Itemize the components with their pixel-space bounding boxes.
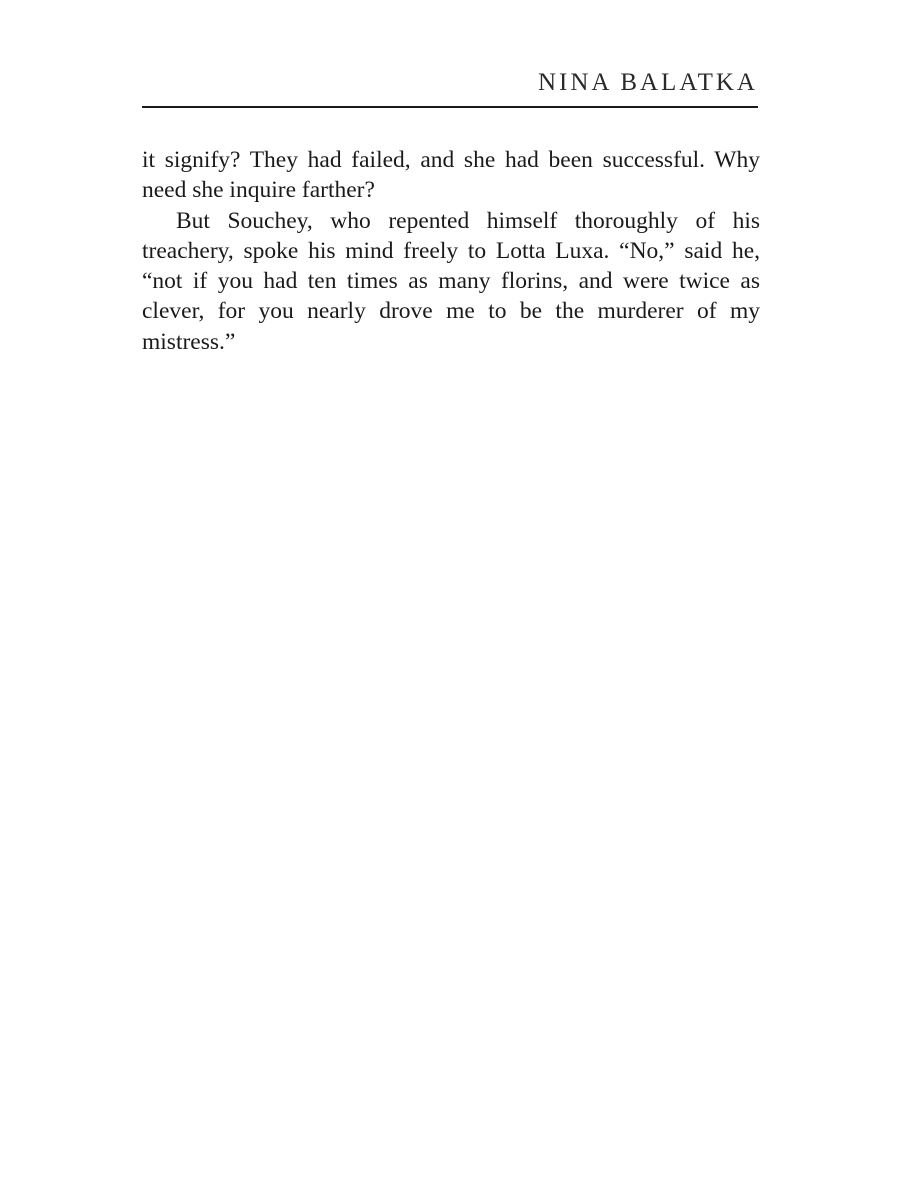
- body-text: [142, 145, 760, 357]
- header-rule: [142, 106, 758, 108]
- paragraph: But Souchey, who repented himself thoroughly of his treachery, spoke his mind freely to Lotta Luxa. “No,” said he, “not if you had ten times as many florins, and were twice as clever, for you nearly drove me to be the murderer of my mistress.”: [142, 207, 760, 355]
- running-header-title: NINA BALATKA: [537, 69, 758, 96]
- paragraph-continued: it signify? They had failed, and she had been successful. Why need she inquire farther?: [142, 147, 760, 204]
